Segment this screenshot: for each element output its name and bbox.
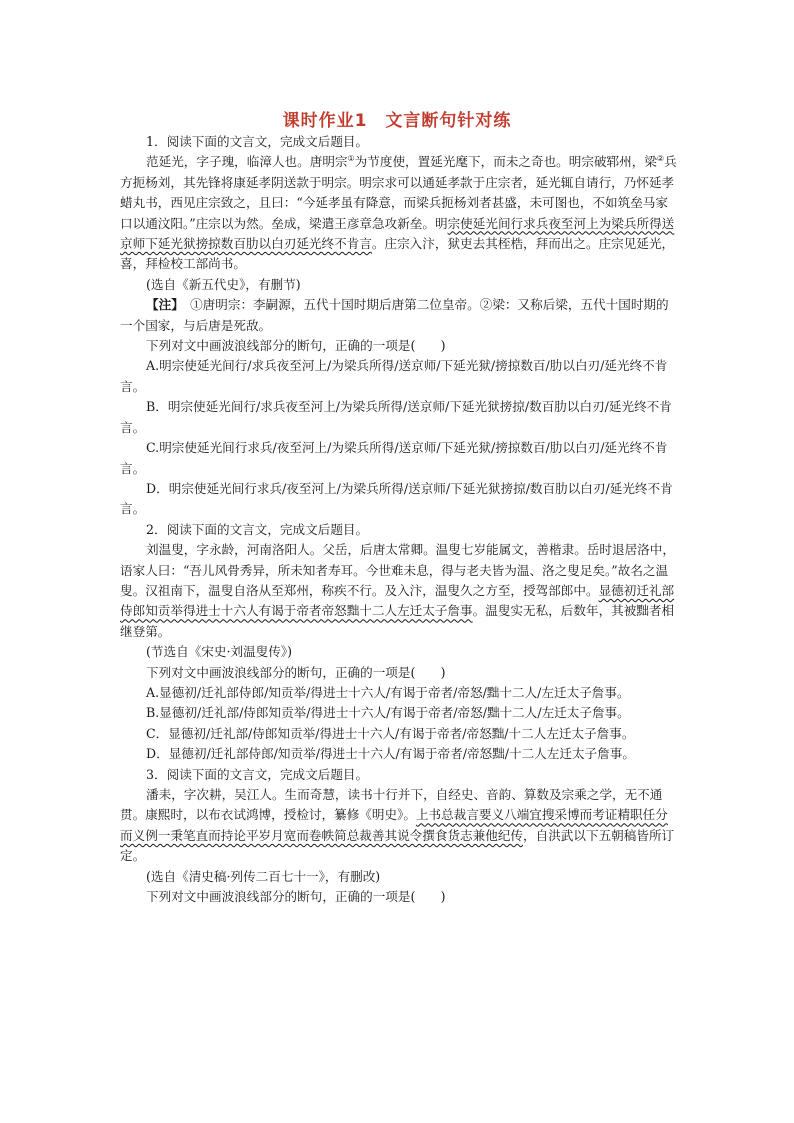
q2-option-c: C．显德初/迁礼部/侍郎知贡举/得进士十六人/有谒于帝者/帝怒黜/十二人左迁太子詹事。 bbox=[146, 725, 635, 741]
q1-option-a: A.明宗使延光间行/求兵夜至河上/为梁兵所得/送京师/下延光狱/搒掠数百/肋以白刃/延光终不肯言。 bbox=[120, 358, 668, 394]
q3-question: 下列对文中画波浪线部分的断句，正确的一项是( ) bbox=[146, 889, 446, 905]
q1-note-tag: 【注】 bbox=[146, 297, 178, 313]
q2-wavy-passage: 显德初迁礼部侍郎知贡举得进士十六人有谒于帝者帝怒黜十二人左迁太子詹事 bbox=[120, 582, 675, 619]
q1-footnote-ref-2: ② bbox=[656, 154, 665, 164]
q2-option-b: B.显德初/迁礼部/侍郎知贡举/得进士十六人/有谒于帝者/帝怒/黜十二人/左迁太子詹事。 bbox=[146, 705, 630, 721]
q1-option-b: B．明宗使延光间行/求兵夜至河上/为梁兵所得/送京师/下延光狱搒掠/数百肋以白刃/延光终不肯言。 bbox=[120, 399, 672, 435]
q1-passage-text-3: 兵方扼杨刘，其先锋将康延孝阴送款于明宗。明宗求可以通延孝款于庄宗者，延光辄自请行，乃怀延孝蜡丸书，西见庄宗致之，且曰：“今延孝虽有降意，而梁兵扼杨刘者甚盛，未可图也，不如筑垒马家口以通汶阳。”庄宗以为然。垒成，梁遣王彦章急攻新垒。明 bbox=[120, 154, 677, 231]
q1-note-text: ①唐明宗：李嗣源，五代十国时期后唐第二位皇帝。②梁：又称后梁，五代十国时期的一个国家，与后唐是死敌。 bbox=[120, 297, 669, 333]
q1-passage-text-1: 范延光，字子瑰，临漳人也。唐明宗 bbox=[146, 154, 348, 170]
q2-option-a: A.显德初/迁礼部侍郎/知贡举/得进士十六人/有谒于帝者/帝怒/黜十二人/左迁太子詹事。 bbox=[146, 684, 630, 700]
q2-stem: 2．阅读下面的文言文，完成文后题目。 bbox=[146, 521, 369, 537]
q1-stem: 1．阅读下面的文言文，完成文后题目。 bbox=[146, 134, 369, 149]
q3-passage-text-1: 潘耒，字次耕，吴江人。生而奇慧，读书十行并下，自经史、音韵、算数及宗乘之学，无不通贯。康熙时，以布衣试鸿博，授检讨，纂修《明史》。 bbox=[120, 787, 663, 823]
q3-passage-text-2: ，自洪武以下五朝稿皆所订定。 bbox=[120, 827, 675, 864]
q2-question: 下列对文中画波浪线部分的断句，正确的一项是( ) bbox=[146, 664, 446, 680]
q1-option-c: C.明宗使延光间行求兵/夜至河上/为梁兵所得/送京师/下延光狱/搒掠数百/肋以白刃/延光终不肯言。 bbox=[120, 440, 668, 476]
q1-footnote-ref-1: ① bbox=[347, 154, 355, 164]
q3-source: (选自《清史稿·列传二百七十一》，有删改) bbox=[146, 868, 381, 884]
q1-passage bbox=[120, 152, 678, 274]
q3-stem: 3．阅读下面的文言文，完成文后题目。 bbox=[146, 766, 369, 782]
q1-question: 下列对文中画波浪线部分的断句，正确的一项是( ) bbox=[146, 338, 446, 354]
q2-option-d: D．显德初/迁礼部侍郎/知贡举/得进士十六人/有谒于帝者/帝怒黜/十二人左迁太子詹事。 bbox=[146, 746, 635, 762]
q1-source: (选自《新五代史》，有删节) bbox=[146, 276, 301, 292]
page-title: 课时作业1 文言断句针对练 bbox=[282, 111, 512, 131]
document-body bbox=[120, 132, 678, 907]
q1-passage-text-4: 。庄宗入汴，狱吏去其桎梏，拜而出之。庄宗见延光，喜，拜检校工部尚书。 bbox=[120, 236, 675, 272]
q1-passage-text-2: 为节度使，置延光麾下，而未之奇也。明宗破郓州，梁 bbox=[354, 154, 657, 170]
q3-wavy-passage: 上书总裁言要义八端宜搜采博而考证精职任分而义例一秉笔直而持论平岁月宽而卷帙简总裁善其说令撰食货志兼他纪传 bbox=[120, 807, 668, 843]
q1-option-d: D．明宗使延光间行求兵/夜至河上/为梁兵所得/送京师/下延光狱搒掠/数百肋以白刃/延光终不肯言。 bbox=[120, 480, 673, 517]
q3-passage bbox=[120, 785, 678, 867]
q1-wavy-passage: 宗使延光间行求兵夜至河上为梁兵所得送京师下延光狱搒掠数百肋以白刃延光终不肯言 bbox=[120, 215, 675, 252]
q1-note bbox=[120, 295, 678, 336]
q2-passage-text-1: 刘温叟，字永龄，河南洛阳人。父岳，后唐太常卿。温叟七岁能属文，善楷隶。岳时退居洛中，语家人曰：“吾儿风骨秀异，所未知者寿耳。今世难未息，得与老夫皆为温、洛之叟足矣。”故名之温叟。汉祖南下，温叟自洛从至郑州，称疾不行。及入汴，温叟久之方至，授驾部郎中。 bbox=[120, 542, 675, 598]
q2-passage-text-2: 。温叟实无私，后数年，其被黜者相继登第。 bbox=[120, 603, 675, 639]
q2-source: (节选自《宋史·刘温叟传》) bbox=[146, 644, 293, 660]
q2-passage bbox=[120, 540, 678, 642]
